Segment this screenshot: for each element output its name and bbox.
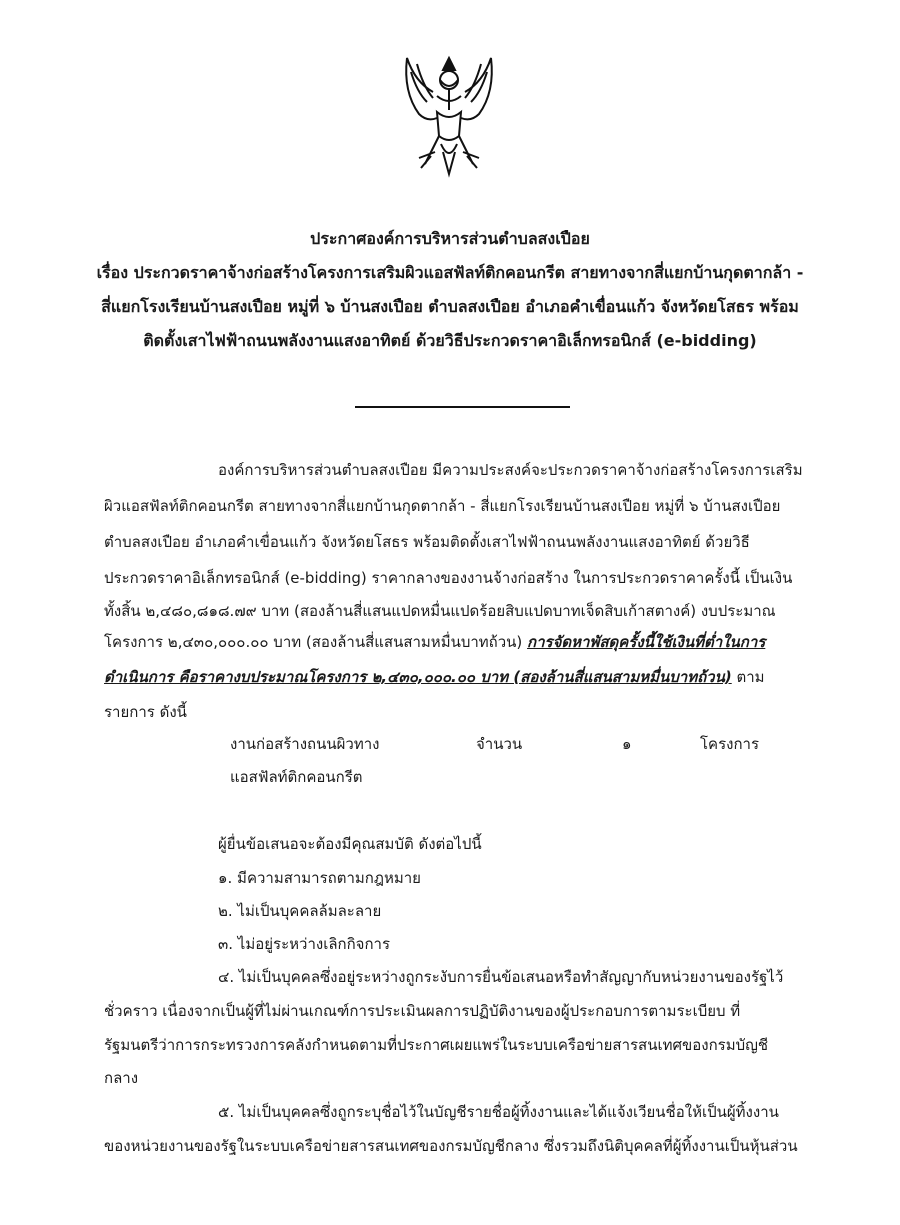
qualification-item: ๓. ไม่อยู่ระหว่างเลิกกิจการ [218,935,391,953]
emphasis-text: การจัดหาพัสดุครั้งนี้ใช้เงินที่ต่ำในการ [527,633,766,651]
budget-text: โครงการ ๒,๔๓๐,๐๐๐.๐๐ บาท (สองล้านสี่แสนสามหมื่นบาทถ้วน) [104,633,528,651]
body-line: ทั้งสิ้น ๒,๔๘๐,๘๑๘.๗๙ บาท (สองล้านสี่แสนแปดหมื่นแปดร้อยสิบแปดบาทเจ็ดสิบเก้าสตางค์) งบประมาณ [104,602,776,620]
body-line: ตำบลสงเปือย อำเภอคำเขื่อนแก้ว จังหวัดยโสธร พร้อมติดตั้งเสาไฟฟ้าถนนพลังงานแสงอาทิตย์ ด้วยวิธี [104,533,750,551]
body-text: ตาม [736,668,765,686]
qualifications-intro: ผู้ยื่นข้อเสนอจะต้องมีคุณสมบัติ ดังต่อไปนี้ [218,835,482,853]
qualification-cont: ของหน่วยงานของรัฐในระบบเครือข่ายสารสนเทศของกรมบัญชีกลาง ซึ่งรวมถึงนิติบุคคลที่ผู้ทิ้งงานเป็นหุ้นส่วน [104,1137,798,1155]
subject-line-2: สี่แยกโรงเรียนบ้านสงเปือย หมู่ที่ ๖ บ้านสงเปือย ตำบลสงเปือย อำเภอคำเขื่อนแก้ว จังหวัดยโสธร พร้อม [101,297,799,316]
item-unit: โครงการ [700,735,760,753]
qualification-item: ๒. ไม่เป็นบุคคลล้มละลาย [218,902,382,920]
qualification-item: ๑. มีความสามารถตามกฎหมาย [218,869,421,887]
qualification-cont: รัฐมนตรีว่าการกระทรวงการคลังกำหนดตามที่ประกาศเผยแพร่ในระบบเครือข่ายสารสนเทศของกรมบัญชี [104,1036,769,1054]
body-line: รายการ ดังนี้ [104,703,187,721]
body-line [104,632,765,652]
item-name-cont: แอสฟัลท์ติกคอนกรีต [230,768,363,786]
announcement-title: ประกาศองค์การบริหารส่วนตำบลสงเปือย [310,229,590,248]
body-line: ประกวดราคาอิเล็กทรอนิกส์ (e-bidding) ราคากลางของงานจ้างก่อสร้าง ในการประกวดราคาครั้งนี้ เป็นเงิน [104,569,793,587]
subject-line-3: ติดตั้งเสาไฟฟ้าถนนพลังงานแสงอาทิตย์ ด้วยวิธีประกวดราคาอิเล็กทรอนิกส์ (e-bidding) [143,331,757,350]
qualification-item: ๔. ไม่เป็นบุคคลซึ่งอยู่ระหว่างถูกระงับการยื่นข้อเสนอหรือทำสัญญากับหน่วยงานของรัฐไว้ [218,968,784,986]
item-qty-label: จำนวน [476,735,523,753]
body-line [104,667,765,687]
item-name: งานก่อสร้างถนนผิวทาง [230,735,380,753]
subject-line-1: เรื่อง ประกวดราคาจ้างก่อสร้างโครงการเสริมผิวแอสฟัลท์ติกคอนกรีต สายทางจากสี่แยกบ้านกุดตากล้า - [96,263,804,282]
item-qty: ๑ [622,735,632,753]
qualification-cont: ชั่วคราว เนื่องจากเป็นผู้ที่ไม่ผ่านเกณฑ์การประเมินผลการปฏิบัติงานของผู้ประกอบการตามระเบียบ ที่ [104,1002,741,1020]
emphasis-text: ดำเนินการ คือราคางบประมาณโครงการ ๒,๔๓๐,๐๐๐.๐๐ บาท (สองล้านสี่แสนสามหมื่นบาทถ้วน) [104,668,732,686]
body-line: ผิวแอสฟัลท์ติกคอนกรีต สายทางจากสี่แยกบ้านกุดตากล้า - สี่แยกโรงเรียนบ้านสงเปือย หมู่ที่ ๖ บ้านสงเปือย [104,497,781,515]
qualification-item: ๕. ไม่เป็นบุคคลซึ่งถูกระบุชื่อไว้ในบัญชีรายชื่อผู้ทิ้งงานและได้แจ้งเวียนชื่อให้เป็นผู้ทิ้งงาน [218,1103,779,1121]
body-line: องค์การบริหารส่วนตำบลสงเปือย มีความประสงค์จะประกวดราคาจ้างก่อสร้างโครงการเสริม [218,461,803,479]
garuda-emblem-icon [397,52,501,180]
qualification-cont: กลาง [104,1069,139,1087]
heading-divider [355,406,570,408]
